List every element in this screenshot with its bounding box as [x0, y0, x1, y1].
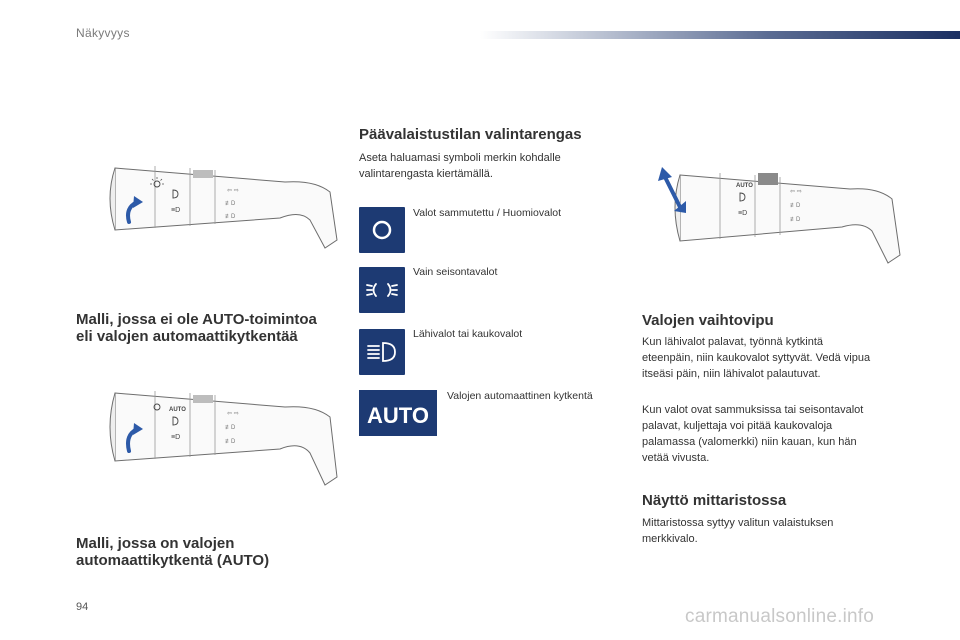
text-line: Kun lähivalot palavat, työnnä kytkintä [642, 336, 824, 348]
sidelights-icon [359, 267, 405, 313]
caption-line: eli valojen automaattikytkentää [76, 328, 298, 345]
svg-text:≢D: ≢D [790, 217, 801, 223]
display-paragraph [642, 515, 833, 547]
caption-line: Malli, jossa on valojen [76, 535, 235, 552]
svg-text:≡D: ≡D [738, 210, 748, 217]
switch-paragraph-1 [642, 334, 870, 382]
intro-line: Aseta haluamasi symboli merkin kohdalle [359, 152, 561, 164]
lever-auto-label: AUTO [736, 183, 753, 189]
svg-text:≢D: ≢D [225, 425, 236, 431]
mode-label-headlights: Lähivalot tai kaukovalot [413, 328, 523, 340]
mode-label-auto: Valojen automaattinen kytkentä [447, 390, 593, 402]
text-line: eteenpäin, niin kaukovalot syttyvät. Vedä vipua [642, 352, 871, 364]
svg-text:≡D: ≡D [171, 434, 181, 441]
auto-icon-text: AUTO [367, 403, 429, 428]
text-line: vetää vivusta. [642, 452, 710, 464]
text-line: itseäsi päin, niin lähivalot palautuvat. [642, 368, 821, 380]
mode-label-off: Valot sammutettu / Huomiovalot [413, 207, 562, 219]
watermark: carmanualsonline.info [685, 606, 875, 627]
figure2-caption [76, 535, 269, 569]
intro-line: valintarengasta kiertämällä. [359, 168, 493, 180]
section-title: Näkyvyys [76, 26, 130, 40]
text-line: Kun valot ovat sammuksissa tai seisontavalot [642, 404, 864, 416]
switch-paragraph-2 [642, 402, 863, 466]
svg-text:⇦ ⇨: ⇦ ⇨ [227, 411, 239, 417]
svg-text:≢D: ≢D [225, 214, 236, 220]
text-line: Mittaristossa syttyy valitun valaistuksen [642, 517, 834, 529]
dial-section-intro [359, 150, 561, 182]
text-line: merkkivalo. [642, 533, 698, 545]
auto-lights-icon [359, 390, 437, 436]
page-number: 94 [76, 601, 89, 613]
headlights-icon [359, 329, 405, 375]
caption-line: automaattikytkentä (AUTO) [76, 552, 270, 569]
svg-text:⇦ ⇨: ⇦ ⇨ [790, 189, 802, 195]
caption-line: Malli, jossa ei ole AUTO-toimintoa [76, 311, 317, 328]
header-gradient-bar [480, 31, 960, 39]
lights-off-icon [359, 207, 405, 253]
lever-auto-label: AUTO [169, 407, 186, 413]
dial-section-title: Päävalaistustilan valintarengas [359, 126, 582, 143]
lever-illustration-basic [105, 160, 340, 255]
svg-text:≢D: ≢D [225, 201, 236, 207]
svg-text:≢D: ≢D [790, 203, 801, 209]
display-section-title: Näyttö mittaristossa [642, 492, 787, 509]
text-line: palavat, kuljettaja voi pitää kaukovaloja [642, 420, 833, 432]
svg-text:≢D: ≢D [225, 439, 236, 445]
svg-text:⇦ ⇨: ⇦ ⇨ [227, 188, 239, 194]
switch-section-title: Valojen vaihtovipu [642, 312, 774, 329]
lever-illustration-auto [105, 385, 340, 490]
text-line: palamassa (valomerkki) niin kauan, kun hän [642, 436, 857, 448]
figure1-caption [76, 311, 317, 345]
lever-illustration-switch [650, 165, 905, 265]
mode-label-sidelights: Vain seisontavalot [413, 266, 498, 278]
svg-text:≡D: ≡D [171, 207, 181, 214]
